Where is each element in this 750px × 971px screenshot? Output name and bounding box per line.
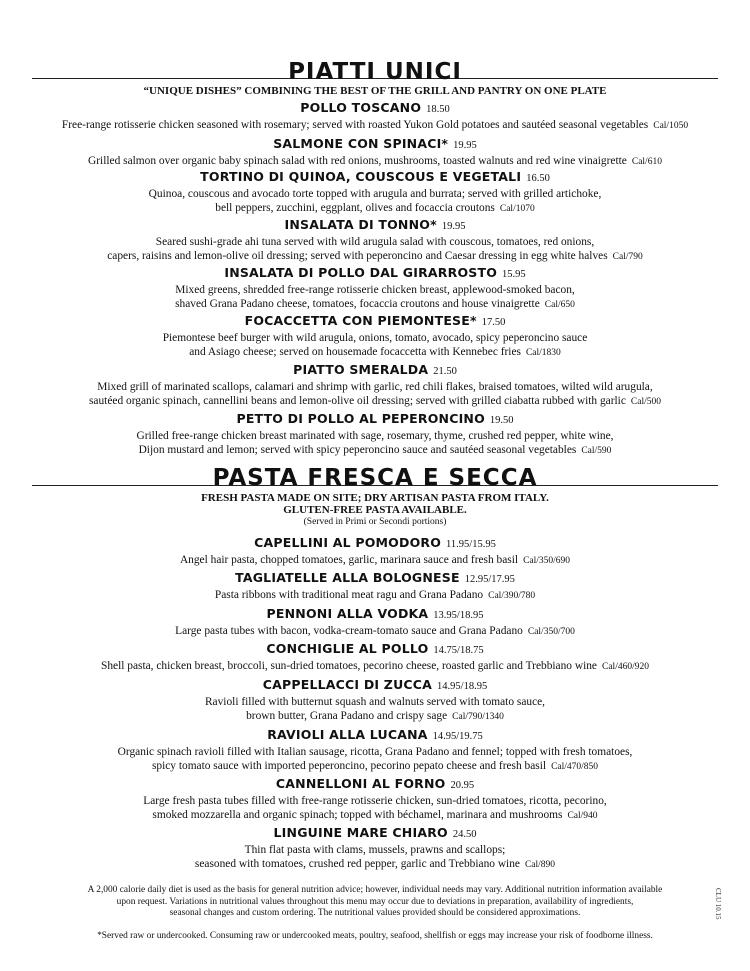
dish-name: CAPPELLACCI DI ZUCCA [262, 677, 433, 692]
dish-name: LINGUINE MARE CHIARO [273, 825, 448, 840]
dish-description: Free-range rotisserie chicken seasoned with rosemary; served with roasted Yukon Gold potatoes and sautéed seasonal vegetables [61, 119, 649, 131]
dish-calories: Cal/460/920 [602, 662, 649, 672]
dish-price: 24.50 [452, 829, 477, 840]
dish-description: Shell pasta, chicken breast, broccoli, sun-dried tomatoes, pecorino cheese, roasted garlic and Trebbiano wine [101, 660, 597, 672]
dish-price: 12.95/17.95 [464, 574, 515, 585]
dish-description: Ravioli filled with butternut squash and walnuts served with tomato sauce, [204, 696, 546, 708]
dish-calories: Cal/1070 [499, 204, 535, 214]
menu-item [10, 313, 740, 360]
section-subtitle-piatti-unici: “UNIQUE DISHES” COMBINING THE BEST OF THE GRILL AND PANTRY ON ONE PLATE [143, 85, 607, 97]
dish-description: Quinoa, couscous and avocado torte topped with arugula and burrata; served with grilled artichoke, [148, 188, 602, 200]
dish-name: TAGLIATELLE ALLA BOLOGNESE [235, 570, 460, 585]
dish-calories: Cal/390/780 [488, 591, 536, 601]
section-subtitle-pasta-line1: FRESH PASTA MADE ON SITE; DRY ARTISAN PASTA FROM ITALY. [201, 492, 549, 504]
dish-description: spicy tomato sauce with imported peperoncino, pecorino pepato cheese and fresh basil [151, 760, 547, 772]
dish-calories: Cal/350/690 [523, 556, 571, 566]
dish-description: Mixed greens, shredded free-range rotisserie chicken breast, applewood-smoked bacon, [175, 284, 575, 296]
dish-calories: Cal/590 [581, 446, 612, 456]
menu-item [10, 825, 740, 872]
section-title-pasta: PASTA FRESCA E SECCA [212, 465, 538, 491]
dish-price: 21.50 [433, 366, 457, 377]
dish-description: Organic spinach ravioli filled with Italian sausage, ricotta, Grana Padano and fennel; topped with fresh tomatoes, [117, 746, 633, 758]
menu-item [10, 727, 740, 774]
menu-code: CLU 10.15 [714, 888, 722, 920]
dish-name: INSALATA DI TONNO* [284, 217, 437, 232]
menu-item [10, 641, 740, 674]
dish-description: Angel hair pasta, chopped tomatoes, garlic, marinara sauce and fresh basil [179, 554, 519, 566]
dish-name: PETTO DI POLLO AL PEPERONCINO [236, 411, 485, 426]
dish-price: 17.50 [481, 317, 506, 328]
menu-item [10, 100, 740, 133]
dish-description: Dijon mustard and lemon; served with spicy peperoncino sauce and sautéed seasonal vegetables [138, 444, 577, 456]
dish-calories: Cal/470/850 [551, 762, 599, 772]
dish-description: capers, raisins and lemon-olive oil dressing; served with peperoncino and Caesar dressing in egg white halves [107, 250, 608, 262]
dish-calories: Cal/350/700 [527, 627, 575, 637]
menu-item [10, 362, 740, 409]
menu-item [10, 265, 740, 312]
menu-item [10, 535, 740, 568]
dish-description: shaved Grana Padano cheese, tomatoes, focaccia croutons and house vinaigrette [175, 298, 540, 310]
dish-price: 13.95/18.95 [433, 610, 484, 621]
dish-price: 18.50 [426, 104, 450, 115]
dish-price: 19.95 [453, 140, 477, 151]
dish-price: 14.75/18.75 [433, 645, 484, 656]
dish-name: PIATTO SMERALDA [293, 362, 429, 377]
dish-name: POLLO TOSCANO [300, 100, 422, 115]
dish-price: 16.50 [526, 173, 550, 184]
dish-calories: Cal/790/1340 [452, 712, 504, 722]
dish-description: sautéed organic spinach, cannellini beans and lemon-olive oil dressing; served with grilled ciabatta rubbed with garlic [89, 395, 626, 407]
dish-calories: Cal/890 [524, 860, 556, 870]
dish-description: Thin flat pasta with clams, mussels, prawns and scallops; [244, 844, 506, 856]
dish-description: brown butter, Grana Padano and crispy sage [246, 710, 448, 722]
raw-food-warning: *Served raw or undercooked. Consuming raw or undercooked meats, poultry, seafood, shellfish or eggs may increase your risk of foodborne illness. [97, 931, 653, 941]
dish-description: Seared sushi-grade ahi tuna served with wild arugula salad with couscous, tomatoes, red onions, [155, 236, 595, 248]
menu-item [10, 606, 740, 639]
dish-description: and Asiago cheese; served on housemade focaccetta with Kennebec fries [189, 346, 521, 358]
dish-price: 11.95/15.95 [446, 539, 496, 550]
dish-description: Large pasta tubes with bacon, vodka-cream-tomato sauce and Grana Padano [175, 625, 523, 637]
dish-calories: Cal/790 [612, 252, 643, 262]
dish-description: Large fresh pasta tubes filled with free-range rotisserie chicken, sun-dried tomatoes, ricotta, pecorino, [143, 795, 607, 807]
dish-description: bell peppers, zucchini, eggplant, olives and focaccia croutons [215, 202, 495, 214]
menu-item [10, 776, 740, 823]
dish-calories: Cal/650 [544, 300, 575, 310]
nutrition-line: upon request. Variations in nutritional values throughout this menu may occur due to deviations in preparation, availability of ingredients, [116, 896, 634, 907]
nutrition-line: seasonal changes and custom ordering. The nutritional values provided should be considered approximations. [169, 908, 581, 918]
dish-description: Grilled free-range chicken breast marinated with sage, rosemary, thyme, crushed red pepper, white wine, [136, 430, 614, 442]
dish-name: INSALATA DI POLLO DAL GIRARROSTO [224, 265, 498, 280]
nutrition-line: A 2,000 calorie daily diet is used as the basis for general nutrition advice; however, individual needs may vary. Additional nutrition information available [87, 885, 663, 895]
dish-name: SALMONE CON SPINACI* [273, 136, 449, 151]
dish-name: CONCHIGLIE AL POLLO [266, 641, 429, 656]
dish-name: CAPELLINI AL POMODORO [254, 535, 442, 550]
menu-item [10, 411, 740, 458]
menu-item [10, 136, 740, 169]
dish-calories: Cal/940 [567, 811, 598, 821]
dish-price: 19.50 [489, 415, 514, 426]
dish-description: seasoned with tomatoes, crushed red pepper, garlic and Trebbiano wine [194, 858, 520, 870]
nutrition-disclaimer [48, 885, 702, 920]
dish-name: TORTINO DI QUINOA, COUSCOUS E VEGETALI [200, 169, 522, 184]
menu-item [10, 169, 740, 216]
dish-price: 14.95/18.95 [437, 681, 488, 692]
dish-calories: Cal/1830 [525, 348, 561, 358]
dish-price: 15.95 [502, 269, 526, 280]
dish-description: Pasta ribbons with traditional meat ragu and Grana Padano [214, 589, 484, 601]
dish-calories: Cal/1050 [653, 121, 689, 131]
menu-item [10, 570, 740, 603]
section-note-pasta: (Served in Primi or Secondi portions) [303, 517, 447, 527]
dish-name: CANNELLONI AL FORNO [275, 776, 446, 791]
dish-calories: Cal/610 [631, 157, 662, 167]
dish-calories: Cal/500 [630, 397, 661, 407]
dish-name: PENNONI ALLA VODKA [266, 606, 429, 621]
menu-item [10, 217, 740, 264]
menu-item [10, 677, 740, 724]
dish-price: 14.95/19.75 [432, 731, 483, 742]
dish-price: 20.95 [450, 780, 475, 791]
section-subtitle-pasta-line2: GLUTEN-FREE PASTA AVAILABLE. [283, 504, 467, 516]
dish-price: 19.95 [441, 221, 466, 232]
dish-description: Mixed grill of marinated scallops, calamari and shrimp with garlic, red chili flakes, braised tomatoes, wilted wild arugula, [97, 381, 653, 393]
dish-name: RAVIOLI ALLA LUCANA [267, 727, 428, 742]
dish-description: Piemontese beef burger with wild arugula, onions, tomato, avocado, spicy peperoncino sauce [162, 332, 588, 344]
section-title-piatti-unici: PIATTI UNICI [288, 59, 462, 85]
dish-description: Grilled salmon over organic baby spinach salad with red onions, mushrooms, toasted walnuts and red wine vinaigrette [88, 155, 627, 167]
dish-name: FOCACCETTA CON PIEMONTESE* [244, 313, 477, 328]
dish-description: smoked mozzarella and organic spinach; topped with béchamel, marinara and mushrooms [152, 809, 563, 821]
